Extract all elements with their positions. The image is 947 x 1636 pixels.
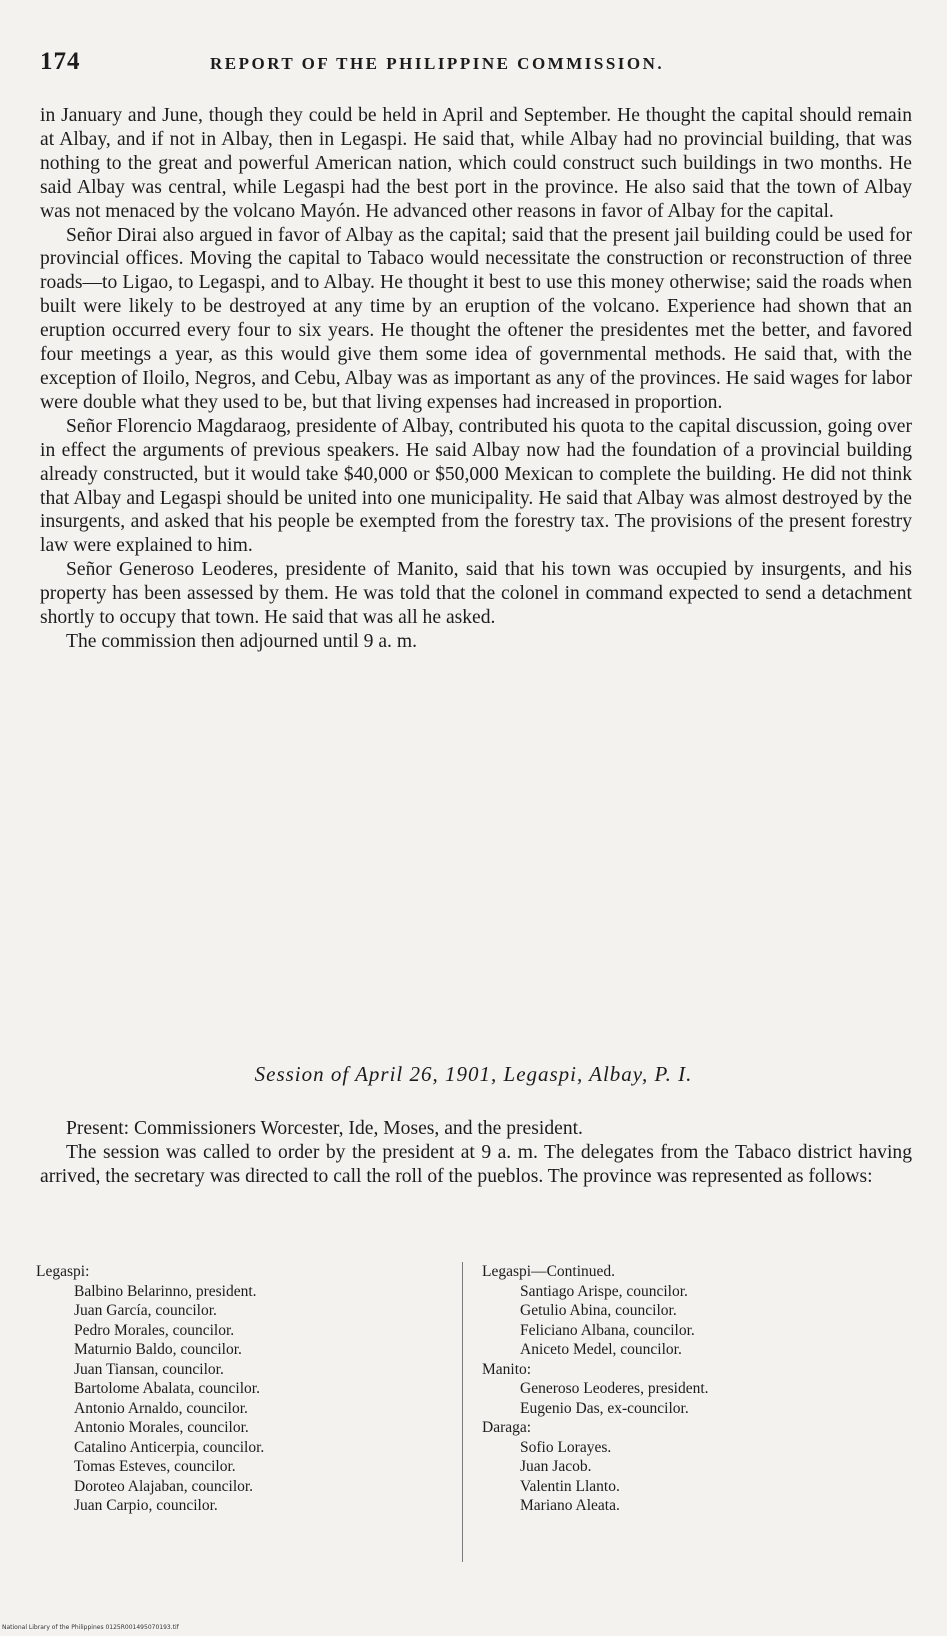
delegate-entry: Eugenio Das, ex-councilor.: [520, 1399, 689, 1417]
delegate-entry: Aniceto Medel, councilor.: [520, 1341, 682, 1358]
pueblo-name: Manito:: [482, 1360, 532, 1378]
delegate-entry: Maturnio Baldo, councilor.: [74, 1341, 242, 1358]
paragraph: The session was called to order by the president at 9 a. m. The delegates from the Tabaco district having arrived, the secretary was directed to call the roll of the pueblos. The province was represented as follows:: [40, 1141, 912, 1187]
pueblo-name: Legaspi—Continued.: [482, 1263, 616, 1280]
paragraph: Present: Commissioners Worcester, Ide, Moses, and the president.: [66, 1118, 583, 1139]
delegate-entry: Juan García, councilor.: [74, 1302, 217, 1319]
delegate-entry: Balbino Belarinno, president.: [74, 1282, 257, 1300]
delegate-entry: Antonio Morales, councilor.: [74, 1419, 249, 1436]
page-header: [40, 48, 910, 82]
delegate-entry: Juan Carpio, councilor.: [74, 1497, 218, 1514]
column-divider: [462, 1262, 463, 1562]
delegate-entry: Valentin Llanto.: [520, 1477, 620, 1495]
page-number: 174: [40, 48, 81, 75]
paragraph: in January and June, though they could be held in April and September. He thought the capital should remain at Albay, and if not in Albay, then in Legaspi. He said that, while Albay had no provincial building, that was nothing to the great and powerful American nation, which could construct such buildings in two months. He said Albay was central, while Legaspi had the best port in the province. He also said that the town of Albay was not menaced by the volcano Mayón. He advanced other reasons in favor of Albay for the capital.: [40, 105, 912, 222]
delegate-entry: Pedro Morales, councilor.: [74, 1321, 235, 1339]
delegate-entry: Mariano Aleata.: [520, 1497, 620, 1514]
delegate-entry: Tomas Esteves, councilor.: [74, 1458, 236, 1475]
pueblo-name: Daraga:: [482, 1419, 532, 1436]
delegate-entry: Santiago Arispe, councilor.: [520, 1282, 688, 1300]
delegate-entry: Juan Jacob.: [520, 1458, 592, 1475]
delegate-entry: Juan Tiansan, councilor.: [74, 1360, 224, 1378]
delegate-entry: Antonio Arnaldo, councilor.: [74, 1399, 248, 1417]
pueblo-name: Legaspi:: [36, 1263, 90, 1280]
paragraph: Señor Dirai also argued in favor of Albay as the capital; said that the present jail building could be used for provincial offices. Moving the capital to Tabaco would necessitate the construction or reconstruction of three roads—to Ligao, to Legaspi, and to Albay. He thought it best to use this money otherwise; said the roads when built were likely to be destroyed at any time by an eruption of the volcano. Experience had shown that an eruption occurred every four to six years. He thought the oftener the presidentes met the better, and favored four meetings a year, as this would give them some idea of governmental methods. He said that, with the exception of Iloilo, Negros, and Cebu, Albay was as important as any of the provinces. He said wages for labor were double what they used to be, but that living expenses had increased in proportion.: [40, 224, 912, 413]
rollcall-left-column: [36, 1262, 456, 1516]
session-text: [40, 1117, 912, 1189]
delegate-entry: Getulio Abina, councilor.: [520, 1302, 677, 1319]
rollcall-right-column: [482, 1262, 902, 1516]
delegate-entry: Generoso Leoderes, president.: [520, 1380, 709, 1397]
paragraph: Señor Florencio Magdaraog, presidente of Albay, contributed his quota to the capital discussion, going over in effect the arguments of previous speakers. He said Albay now had the foundation of a provincial building already constructed, but it would take $40,000 or $50,000 Mexican to complete the building. He did not think that Albay and Legaspi should be united into one municipality. He said that Albay was almost destroyed by the insurgents, and asked that his people be exempted from the forestry tax. The provisions of the present forestry law were explained to him.: [40, 415, 912, 557]
delegate-entry: Doroteo Alajaban, councilor.: [74, 1477, 254, 1495]
delegate-entry: Bartolome Abalata, councilor.: [74, 1380, 260, 1397]
delegate-entry: Catalino Anticerpia, councilor.: [74, 1438, 265, 1456]
body-text: [40, 104, 912, 654]
paragraph: The commission then adjourned until 9 a. m.: [66, 630, 417, 652]
scan-footer: National Library of the Philippines 0125R001495070193.tif: [2, 1624, 179, 1631]
paragraph: Señor Generoso Leoderes, presidente of Manito, said that his town was occupied by insurgents, and his property has been assessed by them. He was told that the colonel in command expected to send a detachment shortly to occupy that town. He said that was all he asked.: [40, 559, 912, 629]
session-heading: Session of April 26, 1901, Legaspi, Albay, P. I.: [254, 1062, 693, 1086]
running-head: REPORT OF THE PHILIPPINE COMMISSION.: [210, 54, 665, 73]
delegate-entry: Sofio Lorayes.: [520, 1438, 612, 1456]
delegate-entry: Feliciano Albana, councilor.: [520, 1321, 695, 1339]
